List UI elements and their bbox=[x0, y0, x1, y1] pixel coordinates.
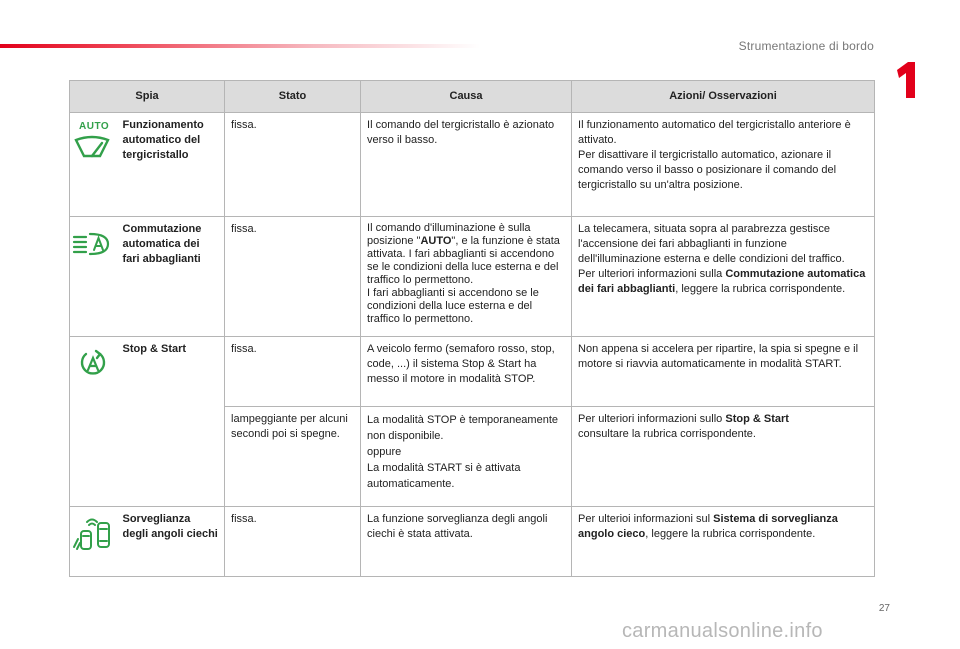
wiper-auto-icon bbox=[72, 134, 115, 160]
causa-cell: La modalità STOP è temporaneamente non disponibile. oppure La modalità START si è attivata automaticamente. bbox=[361, 407, 572, 507]
warning-lights-table bbox=[69, 80, 875, 577]
spia-name: Commutazione automatica dei fari abbaglianti bbox=[117, 217, 225, 337]
stato-cell: lampeggiante per alcuni secondi poi si spegne. bbox=[225, 407, 361, 507]
stato-cell: fissa. bbox=[225, 217, 361, 337]
table-row bbox=[70, 217, 875, 337]
causa-bold: AUTO bbox=[420, 235, 452, 247]
azioni-text: La telecamera, situata sopra al parabrezza gestisce l'accensione dei fari abbaglianti in funzione dell'illuminazione esterna e delle condizioni del traffico. Per ulteriori informazioni sulla bbox=[578, 223, 845, 280]
header-azioni: Azioni/ Osservazioni bbox=[572, 81, 875, 113]
spia-name: Sorveglianza degli angoli ciechi bbox=[117, 507, 225, 577]
blind-spot-icon bbox=[72, 517, 115, 551]
azioni-cell: Il funzionamento automatico del tergicristallo anteriore è attivato. Per disattivare il tergicristallo automatico, azionare il comando verso il basso o posizionare il comando del tergicristallo su un'altra posizione. bbox=[572, 113, 875, 217]
causa-cell: Il comando del tergicristallo è azionato verso il basso. bbox=[361, 113, 572, 217]
stato-cell: fissa. bbox=[225, 113, 361, 217]
causa-text: ", e la funzione è stata attivata. I fari abbaglianti si accendono se le condizioni della luce esterna e del traffico lo permettono. I fari abbaglianti si accendono se le condizioni della luce esterna e del traffico lo permettono. bbox=[367, 235, 560, 325]
header-stato: Stato bbox=[225, 81, 361, 113]
azioni-text: , leggere la rubrica corrispondente. bbox=[645, 528, 816, 540]
auto-label: AUTO bbox=[79, 121, 110, 132]
watermark: carmanualsonline.info bbox=[622, 620, 823, 642]
stato-cell: fissa. bbox=[225, 337, 361, 407]
azioni-text: consultare la rubrica corrispondente. bbox=[578, 428, 756, 440]
header-causa: Causa bbox=[361, 81, 572, 113]
auto-high-beam-icon bbox=[72, 231, 115, 257]
stato-cell: fissa. bbox=[225, 507, 361, 577]
table-row bbox=[70, 337, 875, 407]
icon-cell bbox=[70, 217, 117, 337]
causa-text: Il comando d'illuminazione è sulla posizione " bbox=[367, 222, 531, 247]
header-spia: Spia bbox=[70, 81, 225, 113]
spia-name: Funzionamento automatico del tergicristallo bbox=[117, 113, 225, 217]
azioni-cell bbox=[572, 407, 875, 507]
stop-start-icon bbox=[78, 349, 115, 377]
azioni-text: Per ulterioi informazioni sul bbox=[578, 513, 714, 525]
icon-cell bbox=[70, 337, 117, 507]
spia-name: Stop & Start bbox=[117, 337, 225, 507]
azioni-bold: Stop & Start bbox=[725, 413, 789, 425]
causa-cell: La funzione sorveglianza degli angoli ciechi è stata attivata. bbox=[361, 507, 572, 577]
azioni-bold: Commutazione automatica dei fari abbaglianti bbox=[578, 268, 866, 295]
icon-cell bbox=[70, 113, 117, 217]
causa-cell: A veicolo fermo (semaforo rosso, stop, code, ...) il sistema Stop & Start ha messo il motore in modalità STOP. bbox=[361, 337, 572, 407]
header-accent-bar bbox=[0, 44, 480, 48]
azioni-cell bbox=[572, 507, 875, 577]
table-row bbox=[70, 507, 875, 577]
table-header-row bbox=[70, 81, 875, 113]
page-number: 27 bbox=[878, 603, 890, 614]
azioni-cell: Non appena si accelera per ripartire, la spia si spegne e il motore si riavvia automaticamente in modalità START. bbox=[572, 337, 875, 407]
icon-cell bbox=[70, 507, 117, 577]
azioni-bold: Sistema di sorveglianza angolo cieco bbox=[578, 513, 838, 540]
azioni-text: Per ulteriori informazioni sullo bbox=[578, 413, 726, 425]
causa-cell bbox=[361, 217, 572, 337]
azioni-text: , leggere la rubrica corrispondente. bbox=[675, 283, 846, 295]
chapter-title: Strumentazione di bordo bbox=[738, 39, 874, 53]
table-row bbox=[70, 113, 875, 217]
chapter-number bbox=[894, 60, 920, 100]
azioni-cell bbox=[572, 217, 875, 337]
